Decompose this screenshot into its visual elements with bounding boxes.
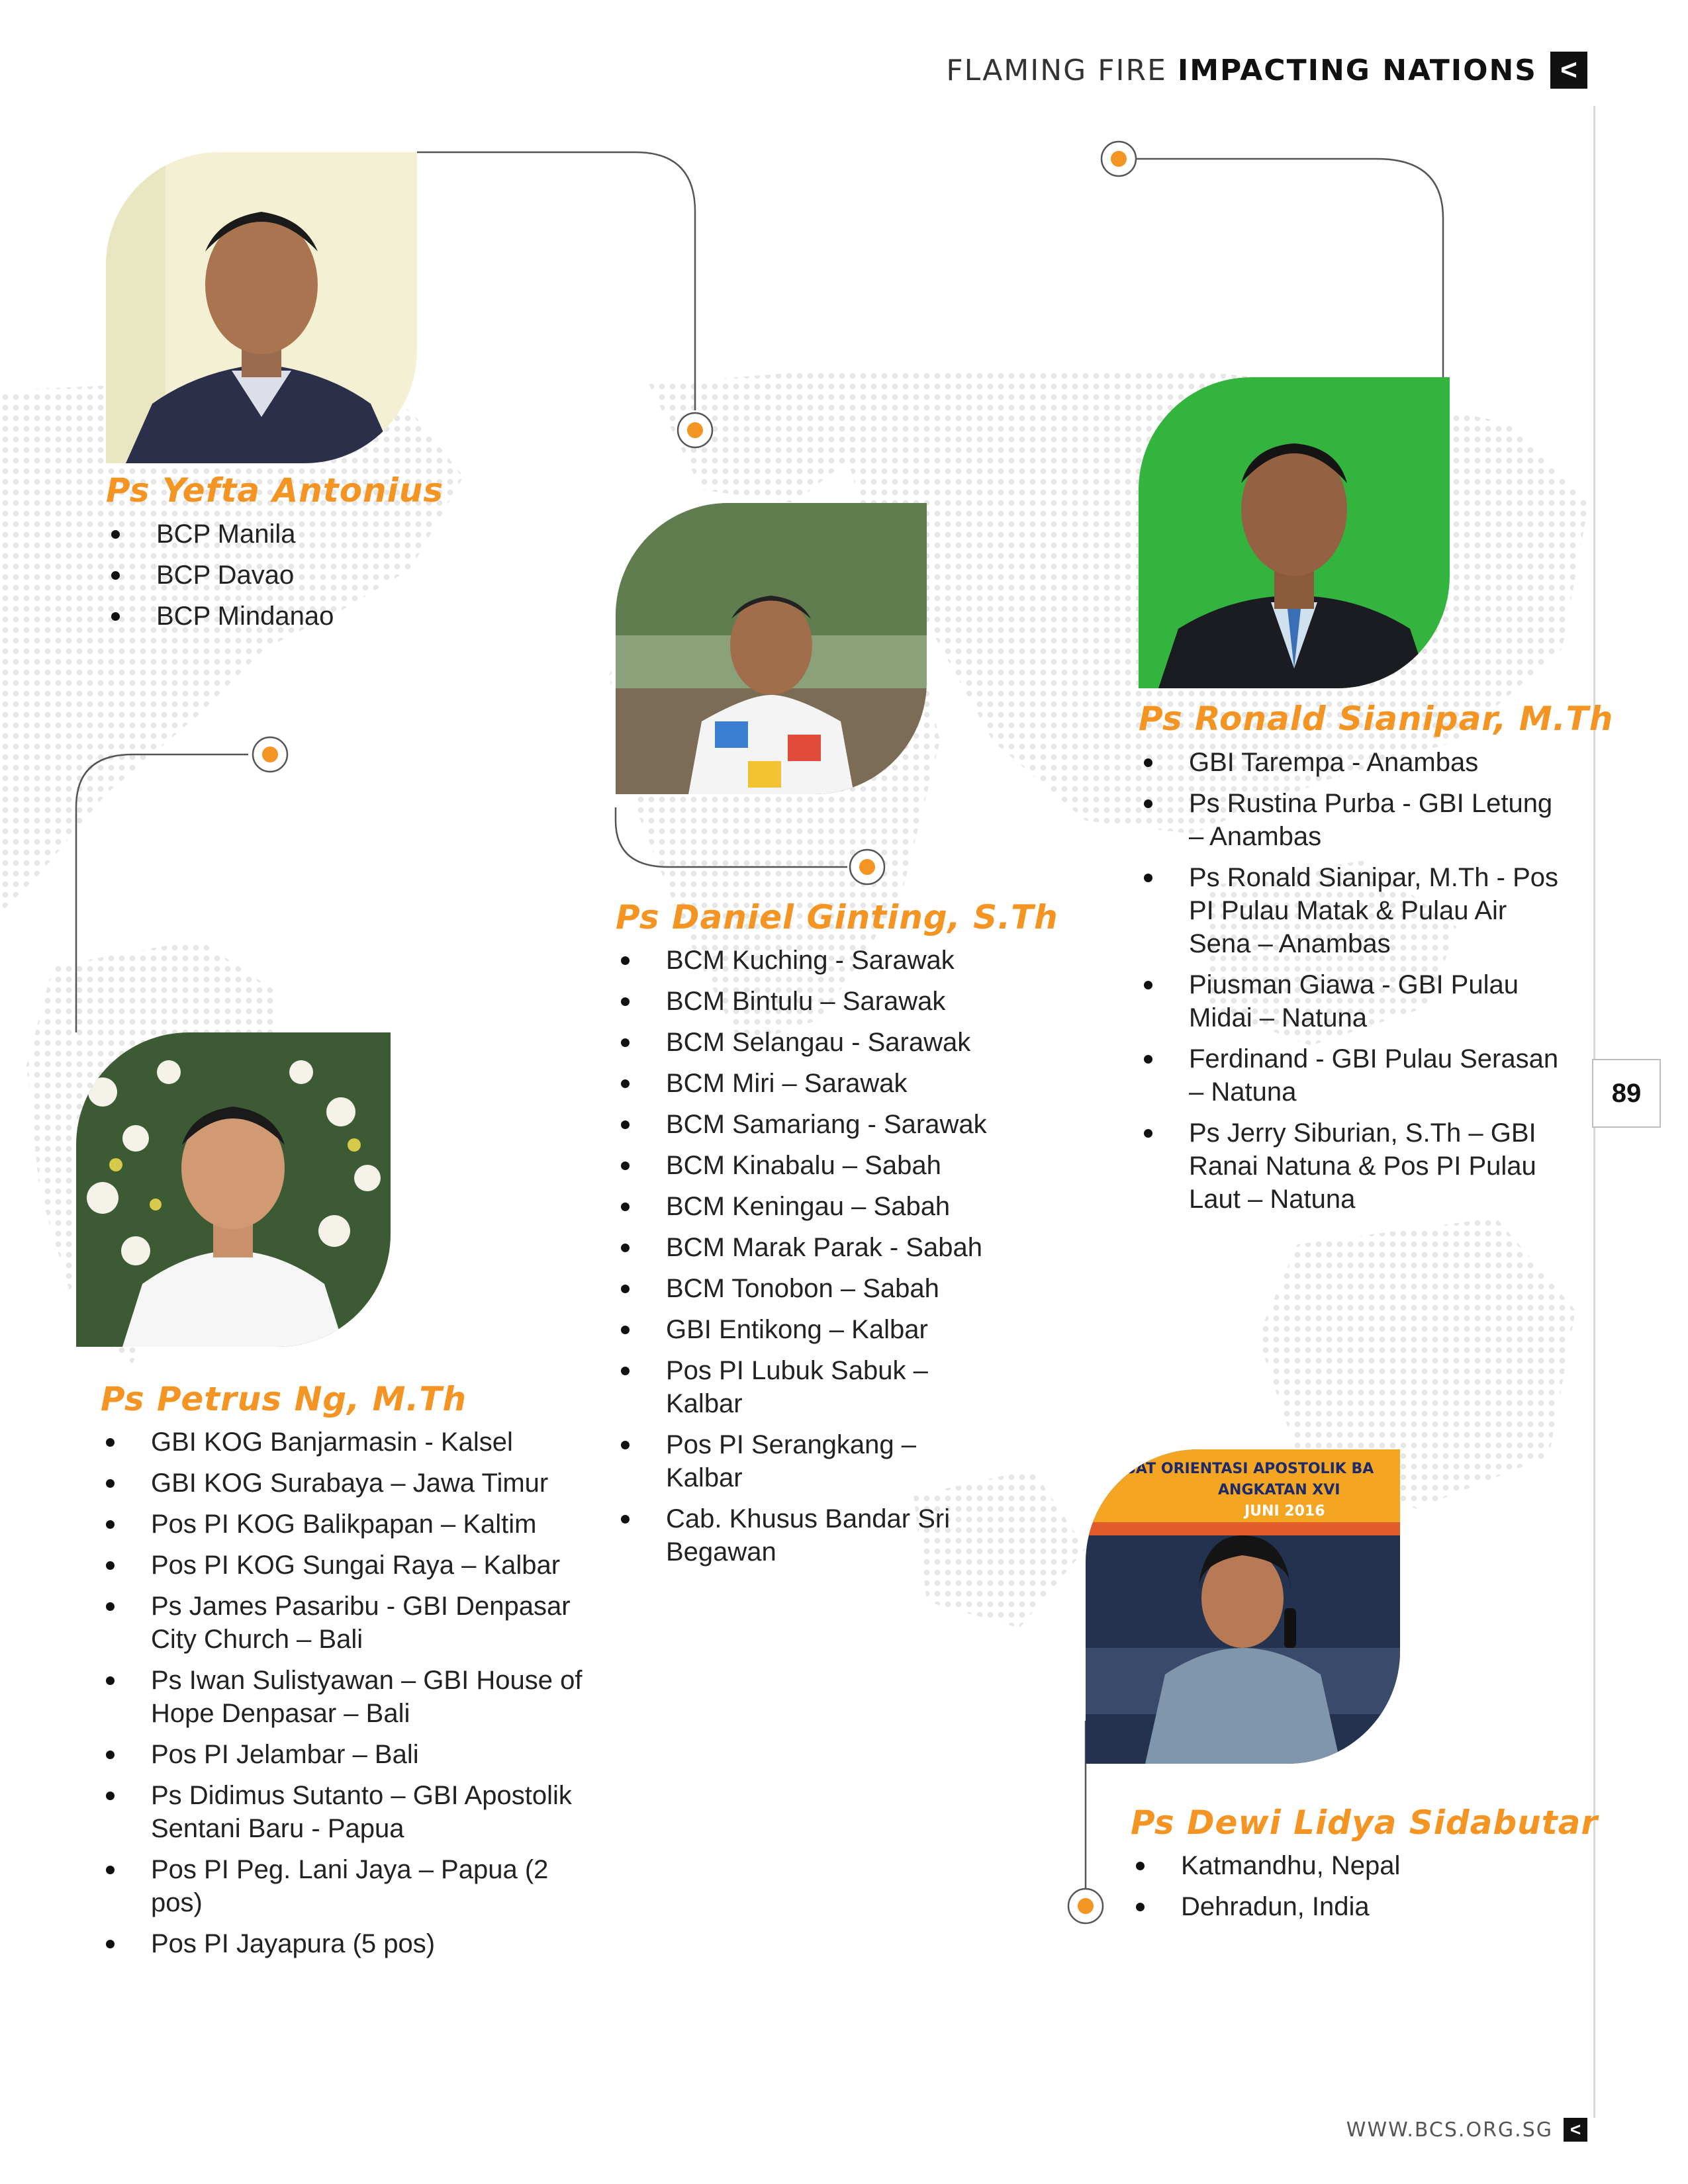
list-item: BCP Manila xyxy=(107,518,451,551)
list-item: BCM Bintulu – Sarawak xyxy=(617,985,988,1018)
photo-ronald-sianipar xyxy=(1139,377,1450,688)
banner-text-3: JUNI 2016 xyxy=(1244,1503,1325,1520)
list-item: GBI Entikong – Kalbar xyxy=(617,1313,988,1346)
name-petrus-ng: Ps Petrus Ng, M.Th xyxy=(101,1380,467,1418)
list-item: Pos PI KOG Balikpapan – Kaltim xyxy=(102,1508,605,1541)
name-daniel-ginting: Ps Daniel Ginting, S.Th xyxy=(616,898,1058,936)
list-item: Pos PI Lubuk Sabuk – Kalbar xyxy=(617,1354,988,1420)
list-item: Ps Ronald Sianipar, M.Th - Pos PI Pulau Matak & Pulau Air Sena – Anambas xyxy=(1140,861,1564,960)
list-item: Pos PI Peg. Lani Jaya – Papua (2 pos) xyxy=(102,1853,605,1919)
website-url[interactable]: WWW.BCS.ORG.SG xyxy=(1346,2118,1553,2142)
banner-text-2: ANGKATAN XVI xyxy=(1218,1482,1340,1498)
list-item: GBI KOG Surabaya – Jawa Timur xyxy=(102,1467,605,1500)
list-item: BCM Samariang - Sarawak xyxy=(617,1108,988,1141)
magazine-title: FLAMING FIRE IMPACTING NATIONS xyxy=(946,53,1537,87)
list-item: Cab. Khusus Bandar Sri Begawan xyxy=(617,1502,988,1569)
banner-text-1: (PUSAT ORIENTASI APOSTOLIK BA xyxy=(1096,1461,1374,1477)
list-item: GBI Tarempa - Anambas xyxy=(1140,746,1564,779)
list-item: BCM Selangau - Sarawak xyxy=(617,1026,988,1059)
name-dewi-lidya-sidabutar: Ps Dewi Lidya Sidabutar xyxy=(1131,1803,1599,1842)
list-item: Pos PI Serangkang – Kalbar xyxy=(617,1428,988,1494)
photo-yefta-antonius xyxy=(106,152,417,463)
list-item: Piusman Giawa - GBI Pulau Midai – Natuna xyxy=(1140,968,1564,1034)
list-item: Dehradun, India xyxy=(1132,1890,1529,1923)
list-ronald-sianipar xyxy=(1140,746,1564,1224)
list-dewi-lidya-sidabutar xyxy=(1132,1849,1529,1931)
page-number: 89 xyxy=(1592,1059,1661,1128)
list-item: Ps Iwan Sulistyawan – GBI House of Hope Denpasar – Bali xyxy=(102,1664,605,1730)
list-item: Pos PI Jayapura (5 pos) xyxy=(102,1927,605,1960)
name-yefta-antonius: Ps Yefta Antonius xyxy=(106,471,444,510)
list-item: Pos PI KOG Sungai Raya – Kalbar xyxy=(102,1549,605,1582)
list-item: BCM Kinabalu – Sabah xyxy=(617,1149,988,1182)
list-item: Ps Didimus Sutanto – GBI Apostolik Sentani Baru - Papua xyxy=(102,1779,605,1845)
list-item: BCP Davao xyxy=(107,559,451,592)
list-item: BCM Marak Parak - Sabah xyxy=(617,1231,988,1264)
list-item: Ferdinand - GBI Pulau Serasan – Natuna xyxy=(1140,1042,1564,1109)
list-item: BCM Keningau – Sabah xyxy=(617,1190,988,1223)
page-footer xyxy=(1346,2118,1587,2142)
list-item: Katmandhu, Nepal xyxy=(1132,1849,1529,1882)
chevron-left-icon[interactable]: < xyxy=(1550,52,1587,89)
page-header xyxy=(946,52,1587,89)
list-item: Ps Rustina Purba - GBI Letung – Anambas xyxy=(1140,787,1564,853)
list-item: GBI KOG Banjarmasin - Kalsel xyxy=(102,1426,605,1459)
list-item: BCM Tonobon – Sabah xyxy=(617,1272,988,1305)
list-item: Pos PI Jelambar – Bali xyxy=(102,1738,605,1771)
list-daniel-ginting xyxy=(617,944,988,1576)
list-item: BCM Kuching - Sarawak xyxy=(617,944,988,977)
list-item: Ps Jerry Siburian, S.Th – GBI Ranai Natuna & Pos PI Pulau Laut – Natuna xyxy=(1140,1116,1564,1216)
list-item: BCP Mindanao xyxy=(107,600,451,633)
photo-dewi-lidya-sidabutar xyxy=(1086,1449,1400,1764)
list-item: Ps James Pasaribu - GBI Denpasar City Church – Bali xyxy=(102,1590,605,1656)
photo-petrus-ng xyxy=(76,1032,391,1347)
chevron-left-icon[interactable]: < xyxy=(1564,2118,1587,2142)
photo-daniel-ginting xyxy=(616,503,927,794)
list-item: BCM Miri – Sarawak xyxy=(617,1067,988,1100)
list-yefta-antonius xyxy=(107,518,451,641)
name-ronald-sianipar: Ps Ronald Sianipar, M.Th xyxy=(1139,700,1614,738)
list-petrus-ng xyxy=(102,1426,605,1968)
